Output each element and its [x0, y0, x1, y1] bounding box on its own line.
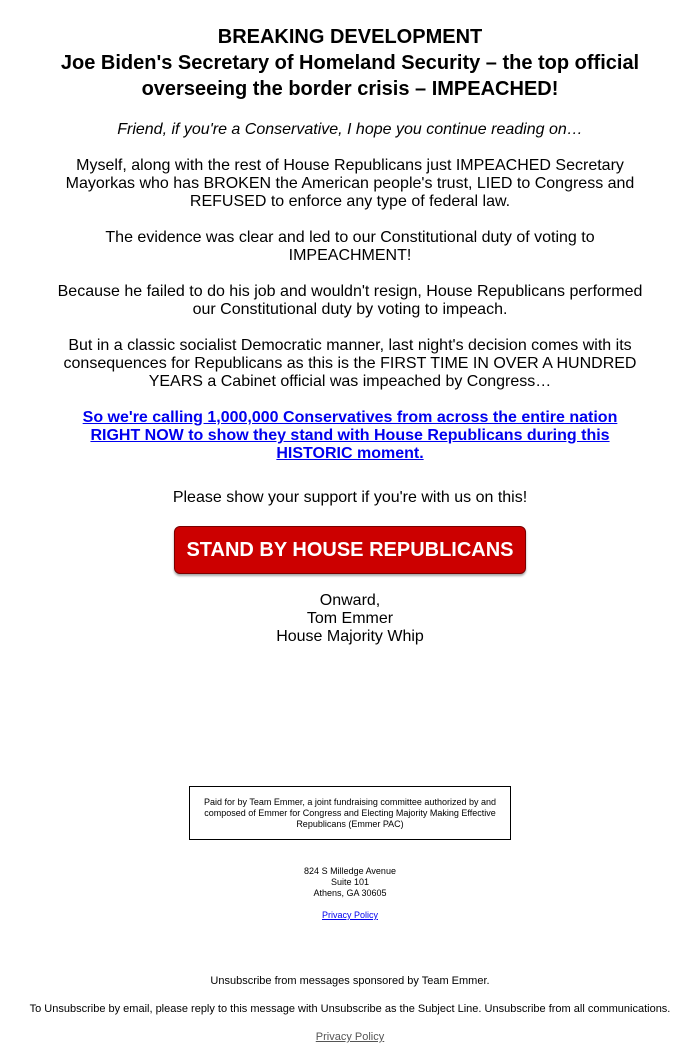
- mailing-address: [0, 866, 700, 899]
- unsubscribe-email-text: To Unsubscribe by email, please reply to this message with Unsubscribe as the Subject Line. Unsubscribe from all communications.: [29, 1003, 671, 1015]
- support-text: Please show your support if you're with us on this!: [172, 489, 528, 506]
- stand-by-house-republicans-button[interactable]: STAND BY HOUSE REPUBLICANS: [174, 526, 526, 574]
- headline-line-1: BREAKING DEVELOPMENT: [217, 26, 483, 48]
- signoff-title: House Majority Whip: [276, 628, 424, 645]
- privacy-policy-link-footer[interactable]: Privacy Policy: [315, 1031, 385, 1043]
- headline: [50, 24, 650, 102]
- paragraph-impeached: Myself, along with the rest of House Republicans just IMPEACHED Secretary Mayorkas who has BROKEN the American people's trust, LIED to Congress and REFUSED to enforce any type of federal law.: [65, 157, 635, 210]
- address-line-3: Athens, GA 30605: [313, 888, 387, 898]
- signoff: [50, 592, 650, 646]
- paragraph-evidence: The evidence was clear and led to our Constitutional duty of voting to IMPEACHMENT!: [105, 229, 595, 264]
- privacy-policy-footer: [0, 1031, 700, 1044]
- paid-for-disclaimer: Paid for by Team Emmer, a joint fundraising committee authorized by and composed of Emmer for Congress and Electing Majority Making Effective Republicans (Emmer PAC): [189, 786, 511, 840]
- intro-text: Friend, if you're a Conservative, I hope you continue reading on…: [117, 121, 583, 138]
- address-line-2: Suite 101: [330, 877, 370, 887]
- paragraph-consequences: But in a classic socialist Democratic manner, last night's decision comes with its consequences for Republicans as this is the FIRST TIME IN OVER A HUNDRED YEARS a Cabinet official was impeached by Congress…: [63, 337, 637, 390]
- paragraph-failed-job: Because he failed to do his job and wouldn't resign, House Republicans performed our Constitutional duty by voting to impeach.: [57, 283, 643, 318]
- signoff-name: Tom Emmer: [306, 610, 394, 627]
- signoff-closing: Onward,: [319, 592, 381, 609]
- unsubscribe-text: Unsubscribe from messages sponsored by Team Emmer.: [210, 975, 490, 987]
- privacy-policy-link-small[interactable]: Privacy Policy: [321, 910, 378, 920]
- privacy-policy-small: [0, 910, 700, 921]
- address-line-1: 824 S Milledge Avenue: [304, 866, 396, 876]
- email-body: [50, 0, 650, 646]
- cta-link[interactable]: So we're calling 1,000,000 Conservatives from across the entire nation RIGHT NOW to show they stand with House Republicans during this HISTORIC moment.: [82, 409, 618, 462]
- headline-line-2: Joe Biden's Secretary of Homeland Security – the top official overseeing the border crisis – IMPEACHED!: [60, 52, 640, 100]
